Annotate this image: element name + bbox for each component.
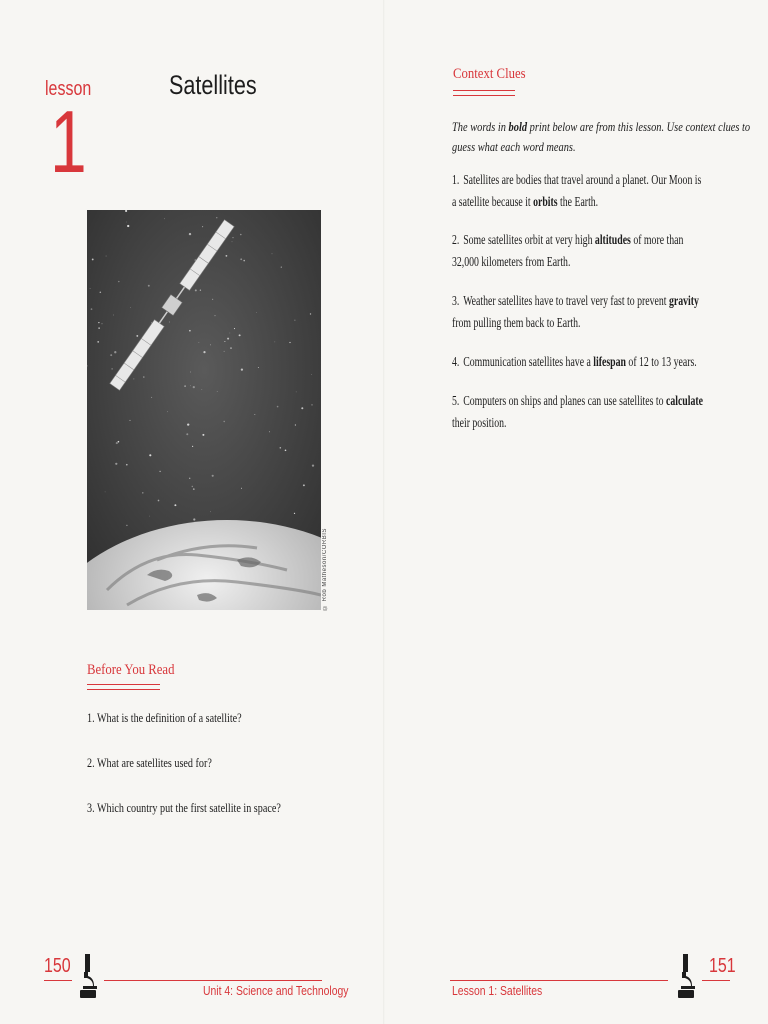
microscope-icon: [674, 950, 696, 1000]
footer-rule-short: [702, 980, 730, 981]
footer-lesson: Lesson 1: Satellites: [452, 983, 543, 998]
footer-rule-left: [104, 980, 322, 981]
context-clues-heading: Context Clues: [453, 66, 526, 82]
heading-underline: [453, 90, 515, 96]
before-you-read-heading: Before You Read: [87, 662, 175, 678]
clue-item-4: 4. Communication satellites have a lifespan of 12 to 13 years.: [452, 355, 697, 370]
page-number-right: 151: [709, 955, 736, 977]
footer-unit: Unit 4: Science and Technology: [203, 983, 349, 998]
footer-rule-right: [450, 980, 668, 981]
page-title: Satellites: [169, 70, 257, 100]
clue-item-5: 5. Computers on ships and planes can use satellites to calculate their position.: [452, 394, 703, 431]
satellite-earth-photo: [87, 210, 321, 610]
clue-item-3: 3. Weather satellites have to travel very fast to prevent gravity from pulling them back to Earth.: [452, 294, 699, 331]
clue-item-2: 2. Some satellites orbit at very high altitudes of more than 32,000 kilometers from Earth.: [452, 233, 684, 270]
page-number-left: 150: [44, 955, 71, 977]
footer-rule-short: [44, 980, 72, 981]
question-item: 1. What is the definition of a satellite?: [87, 710, 242, 725]
microscope-icon: [76, 950, 98, 1000]
question-item: 3. Which country put the first satellite in space?: [87, 800, 281, 815]
clue-item-1: 1. Satellites are bodies that travel around a planet. Our Moon is a satellite because it orbits the Earth.: [452, 173, 702, 210]
question-item: 2. What are satellites used for?: [87, 755, 212, 770]
photo-credit: © Rob Matheson/CORBIS: [322, 528, 328, 610]
context-clues-intro: The words in bold print below are from this lesson. Use context clues to guess what each word means.: [452, 119, 751, 154]
lesson-label: lesson: [45, 78, 92, 100]
page-gutter: [383, 0, 385, 1024]
lesson-number: 1: [50, 92, 87, 191]
heading-underline: [87, 684, 160, 690]
